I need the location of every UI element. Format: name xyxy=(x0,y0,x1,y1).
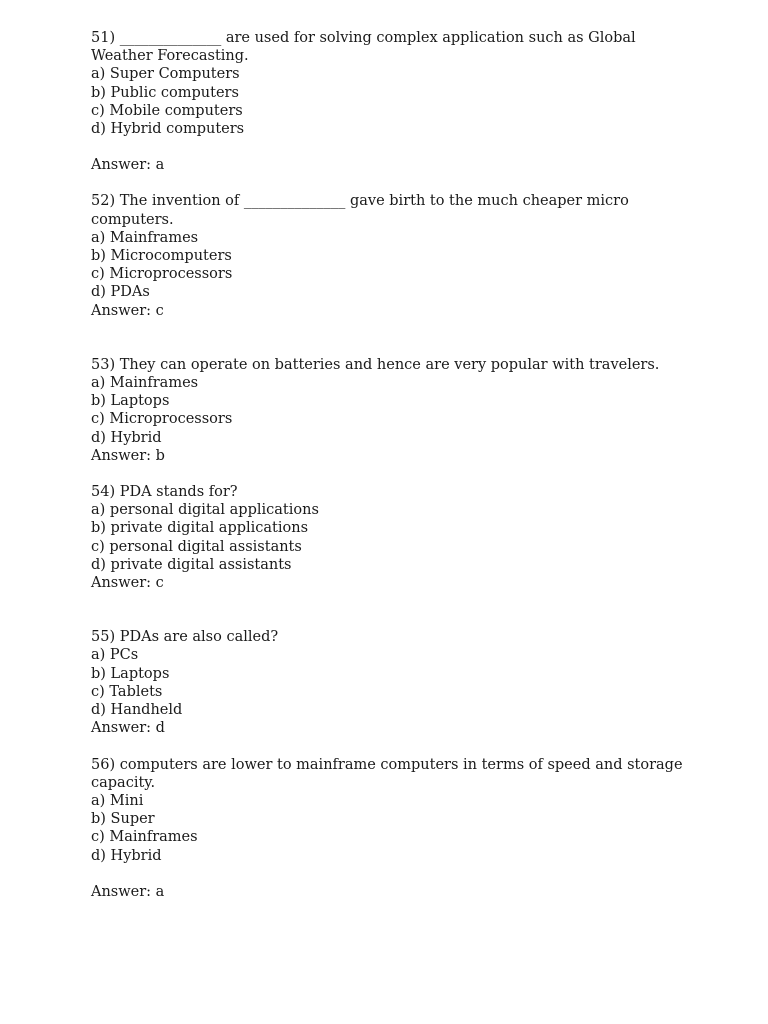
answer-line: Answer: d xyxy=(91,720,165,737)
spacer xyxy=(91,592,691,628)
option-a: a) Mainframes xyxy=(91,375,199,392)
option-a: a) Mainframes xyxy=(91,229,199,246)
spacer xyxy=(91,320,691,356)
option-b: b) Laptops xyxy=(91,393,170,410)
option-c: c) Mainframes xyxy=(91,829,198,846)
question-stem: 53) They can operate on batteries and hence are very popular with travelers. xyxy=(91,356,660,373)
option-d: d) Hybrid xyxy=(91,429,162,446)
question-stem: 54) PDA stands for? xyxy=(91,484,238,501)
question-stem: 51) ______________ are used for solving complex application such as Global Weather Forecasting. xyxy=(91,30,636,65)
spacer xyxy=(91,138,691,156)
spacer xyxy=(91,174,691,192)
question-51 xyxy=(91,29,691,174)
answer-line: Answer: a xyxy=(91,883,165,900)
option-b: b) Super xyxy=(91,811,155,828)
question-52 xyxy=(91,192,691,319)
option-c: c) Mobile computers xyxy=(91,102,243,119)
answer-line: Answer: c xyxy=(91,575,164,592)
option-d: d) private digital assistants xyxy=(91,556,292,573)
question-56 xyxy=(91,756,691,901)
option-c: c) Microprocessors xyxy=(91,411,233,428)
spacer xyxy=(91,465,691,483)
answer-line: Answer: b xyxy=(91,447,165,464)
option-b: b) private digital applications xyxy=(91,520,309,537)
option-d: d) PDAs xyxy=(91,284,150,301)
option-c: c) personal digital assistants xyxy=(91,538,302,555)
spacer xyxy=(91,865,691,883)
question-stem: 55) PDAs are also called? xyxy=(91,629,279,646)
question-53 xyxy=(91,356,691,465)
answer-line: Answer: a xyxy=(91,157,165,174)
option-a: a) personal digital applications xyxy=(91,502,319,519)
option-d: d) Hybrid computers xyxy=(91,121,245,138)
option-a: a) Super Computers xyxy=(91,66,240,83)
spacer xyxy=(91,738,691,756)
question-54 xyxy=(91,483,691,592)
option-d: d) Handheld xyxy=(91,702,183,719)
option-a: a) PCs xyxy=(91,647,139,664)
question-stem: 56) computers are lower to mainframe computers in terms of speed and storage capacity. xyxy=(91,756,683,791)
option-c: c) Microprocessors xyxy=(91,266,233,283)
question-stem: 52) The invention of ______________ gave birth to the much cheaper micro computers. xyxy=(91,193,629,228)
answer-line: Answer: c xyxy=(91,302,164,319)
option-b: b) Microcomputers xyxy=(91,248,232,265)
question-55 xyxy=(91,628,691,737)
quiz-page xyxy=(91,29,691,901)
option-b: b) Laptops xyxy=(91,665,170,682)
option-d: d) Hybrid xyxy=(91,847,162,864)
option-b: b) Public computers xyxy=(91,84,239,101)
option-c: c) Tablets xyxy=(91,683,163,700)
option-a: a) Mini xyxy=(91,792,144,809)
